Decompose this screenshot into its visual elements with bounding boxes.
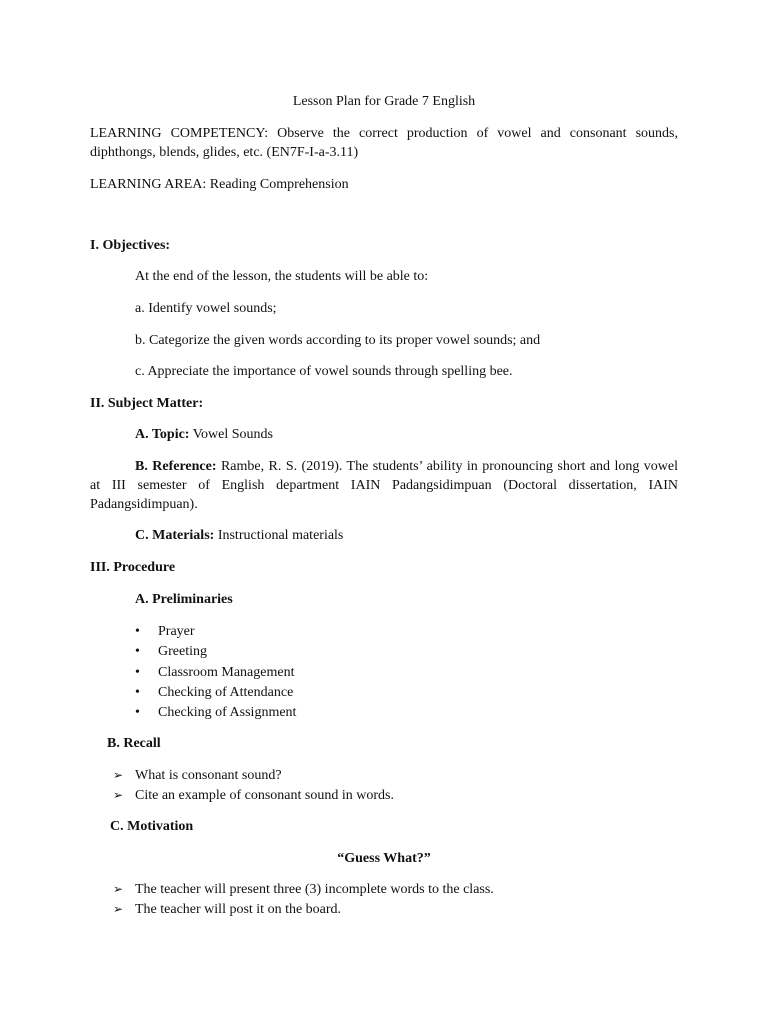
- learning-competency: [90, 124, 678, 162]
- bullet-icon: •: [135, 665, 140, 680]
- list-item: ➢ What is consonant sound?: [113, 768, 282, 783]
- topic-line: [135, 425, 273, 444]
- reference-label: B. Reference:: [135, 459, 217, 474]
- list-item: • Prayer: [135, 624, 195, 639]
- objectives-heading: I. Objectives:: [90, 238, 171, 253]
- bullet-icon: •: [135, 624, 140, 639]
- arrow-bullet-icon: ➢: [113, 902, 124, 916]
- objective-item: b. Categorize the given words according to its proper vowel sounds; and: [135, 333, 541, 348]
- list-item: • Greeting: [135, 644, 207, 659]
- materials-line: [135, 526, 343, 545]
- motivation-title: “Guess What?”: [337, 851, 431, 866]
- objective-item: c. Appreciate the importance of vowel sounds through spelling bee.: [135, 364, 513, 379]
- reference-paragraph: [90, 457, 678, 514]
- procedure-heading: III. Procedure: [90, 560, 176, 575]
- reference-value: Rambe, R. S. (2019). The students’ ability in pronouncing short and long vowel at III semester of English department IAIN Padangsidimpuan (Doctoral dissertation, IAIN Padangsidimpuan).: [90, 459, 679, 512]
- learning-area: LEARNING AREA: Reading Comprehension: [90, 177, 349, 192]
- motivation-heading: C. Motivation: [110, 819, 194, 834]
- bullet-icon: •: [135, 705, 140, 720]
- topic-label: A. Topic:: [135, 427, 190, 442]
- topic-value: Vowel Sounds: [192, 427, 273, 442]
- subject-matter-heading: II. Subject Matter:: [90, 396, 204, 411]
- learning-competency-text: Observe the correct production of vowel and consonant sounds, diphthongs, blends, glides, etc. (EN7F-I-a-3.11): [90, 126, 679, 160]
- list-item: • Checking of Attendance: [135, 685, 294, 700]
- arrow-bullet-icon: ➢: [113, 788, 124, 802]
- bullet-icon: •: [135, 685, 140, 700]
- document-title: Lesson Plan for Grade 7 English: [292, 94, 476, 109]
- bullet-icon: •: [135, 644, 140, 659]
- learning-competency-label: LEARNING COMPETENCY:: [90, 126, 269, 141]
- arrow-bullet-icon: ➢: [113, 882, 124, 896]
- recall-heading: B. Recall: [107, 736, 161, 751]
- list-item: ➢ The teacher will present three (3) incomplete words to the class.: [113, 882, 494, 897]
- materials-label: C. Materials:: [135, 528, 215, 543]
- list-item: ➢ The teacher will post it on the board.: [113, 902, 342, 917]
- list-item: • Classroom Management: [135, 665, 295, 680]
- preliminaries-heading: A. Preliminaries: [135, 592, 233, 607]
- materials-value: Instructional materials: [217, 528, 344, 543]
- list-item: ➢ Cite an example of consonant sound in words.: [113, 788, 394, 803]
- objective-item: a. Identify vowel sounds;: [135, 301, 277, 316]
- objectives-intro: At the end of the lesson, the students will be able to:: [135, 269, 429, 284]
- list-item: • Checking of Assignment: [135, 705, 297, 720]
- arrow-bullet-icon: ➢: [113, 768, 124, 782]
